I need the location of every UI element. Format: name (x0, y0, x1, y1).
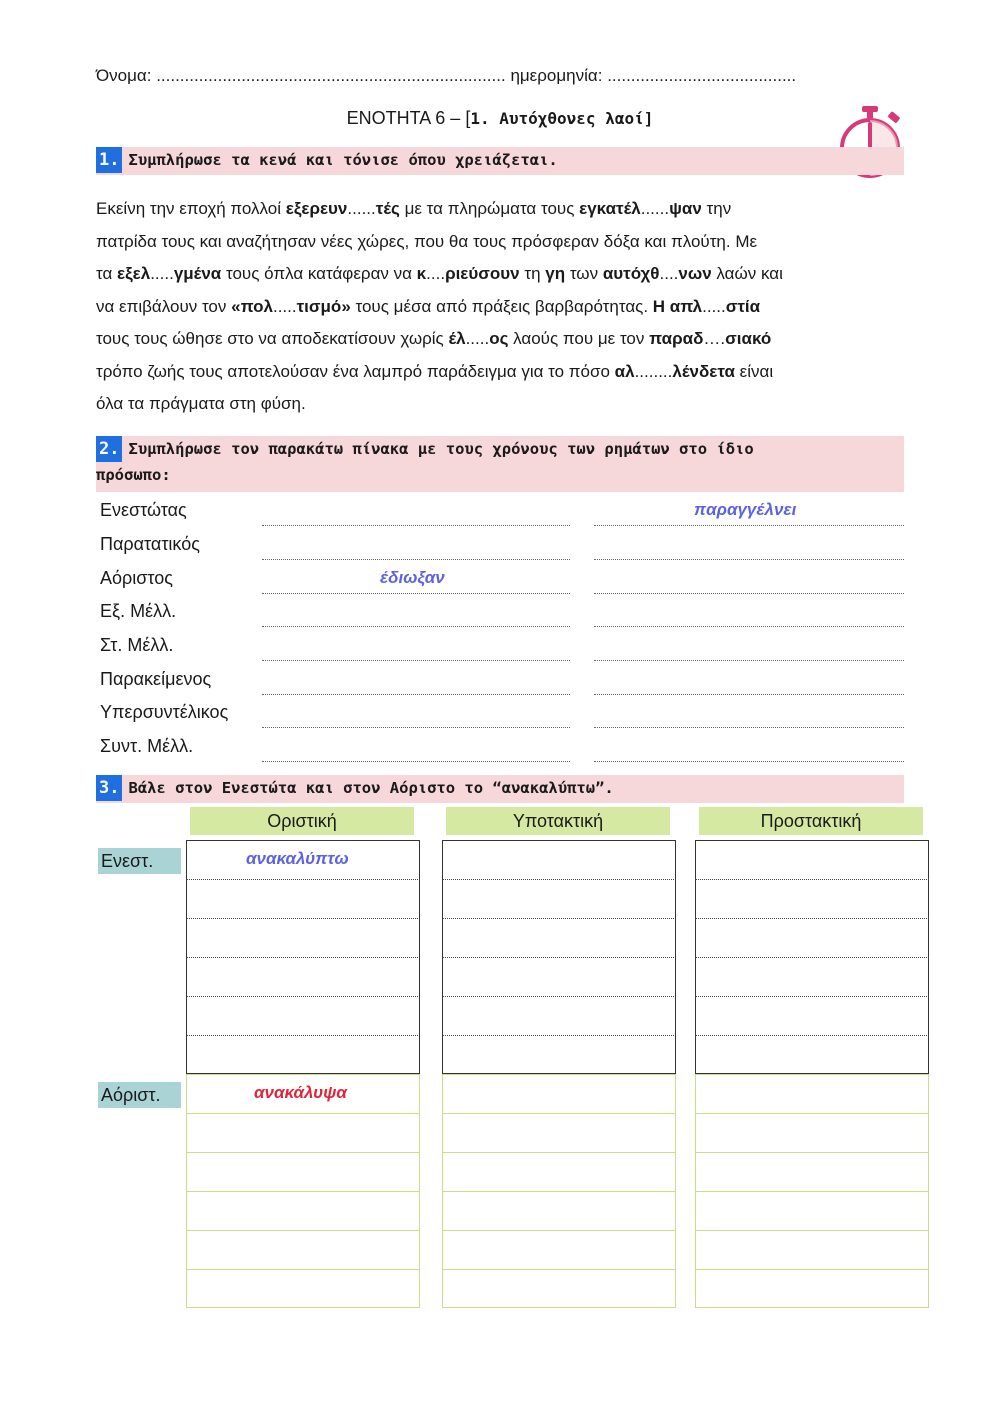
conjugation-answer-line[interactable] (442, 1152, 676, 1153)
conjugation-answer-line[interactable] (186, 1230, 420, 1231)
paragraph-text: την (701, 199, 732, 218)
answer-aorist: ανακάλυψα (254, 1083, 347, 1102)
paragraph-text: πατρίδα τους και αναζήτησαν νέες χώρες, που θα τους πρόσφεραν δόξα και πλούτη. Με (96, 231, 758, 251)
section3-bar (96, 775, 904, 803)
tense-answer-line[interactable] (594, 559, 904, 560)
paragraph-text: τρόπο ζωής τους αποτελούσαν ένα λαμπρό παράδειγμα για το πόσο (96, 361, 615, 381)
conjugation-answer-line[interactable] (695, 1035, 929, 1036)
conjugation-answer-line[interactable] (186, 1269, 420, 1270)
section1-bar (96, 147, 904, 175)
conjugation-answer-line[interactable] (442, 996, 676, 997)
fill-in-word[interactable]: έλ (448, 329, 466, 348)
tense-answer-line[interactable] (594, 525, 904, 526)
col-header-prostaktiki: Προστακτική (699, 807, 923, 835)
paragraph-text: ..... (150, 264, 174, 283)
section1-number: 1. (96, 147, 122, 173)
title-prefix: ΕΝΟΤΗΤΑ 6 – [ (346, 108, 471, 128)
paragraph-line (96, 193, 906, 226)
paragraph-text: ..... (272, 296, 297, 316)
fill-in-word[interactable]: ριεύσουν (445, 264, 520, 283)
paragraph-text: με τα πληρώματα τους (399, 199, 580, 218)
fill-in-word[interactable]: ψαν (669, 199, 702, 218)
paragraph-line (96, 226, 906, 259)
paragraph-text: τους μέσα από πράξεις βαρβαρότητας. (350, 296, 653, 316)
conjugation-answer-line[interactable] (442, 1113, 676, 1114)
section2-instruction-line1: Συμπλήρωσε τον παρακάτω πίνακα με τους χρόνους των ρημάτων στο ίδιο (128, 440, 754, 458)
fill-in-word[interactable]: τισμό» (296, 296, 351, 316)
conjugation-answer-line[interactable] (186, 918, 420, 919)
fill-in-word[interactable]: στία (725, 296, 761, 316)
fill-in-word[interactable]: αλ (614, 361, 635, 381)
paragraph-line (96, 388, 906, 421)
fill-in-word[interactable]: ος (489, 329, 509, 348)
tense-label: Παρακείμενος (100, 669, 212, 689)
section2-number: 2. (96, 436, 122, 462)
title-bold: 1. Αυτόχθονες λαοί] (470, 109, 654, 128)
tense-label: Υπερσυντέλικος (100, 702, 229, 722)
paragraph-text: τους τους ώθησε στο να αποδεκατίσουν χωρίς (96, 329, 449, 348)
fill-in-word[interactable]: εξερευν (285, 199, 348, 218)
paragraph-text: τους όπλα κατάφεραν να (221, 264, 417, 283)
col-header-ypotaktiki: Υποτακτική (446, 807, 670, 835)
tense-label: Εξ. Μέλλ. (100, 601, 177, 621)
tense-label: Συντ. Μέλλ. (100, 736, 194, 756)
conjugation-answer-line[interactable] (186, 1113, 420, 1114)
conjugation-answer-line[interactable] (695, 1269, 929, 1270)
section1-paragraph (96, 193, 906, 421)
fill-in-word[interactable]: τές (375, 199, 400, 218)
tense-label: Ενεστώτας (100, 500, 187, 520)
answer-present: ανακαλύπτω (246, 849, 349, 868)
section2-bar (96, 436, 904, 492)
fill-in-word[interactable]: αυτόχθ (602, 264, 660, 283)
conjugation-answer-line[interactable] (186, 957, 420, 958)
row-label-aorist: Αόριστ. (98, 1082, 181, 1108)
tense-answer-line[interactable] (262, 761, 570, 762)
paragraph-text: όλα τα πράγματα στη φύση. (96, 394, 306, 413)
paragraph-line (96, 323, 906, 356)
answer-paraggelnei: παραγγέλνει (694, 500, 797, 519)
header-name-date (96, 66, 796, 86)
conjugation-answer-line[interactable] (442, 918, 676, 919)
paragraph-text: .... (426, 264, 446, 283)
conjugation-answer-line[interactable] (442, 1035, 676, 1036)
tense-answer-line[interactable] (594, 694, 904, 695)
paragraph-text: …. (703, 329, 726, 348)
tense-label: Παρατατικός (100, 534, 200, 554)
tense-answer-line[interactable] (262, 525, 570, 526)
row-label-present: Ενεστ. (98, 848, 181, 874)
conjugation-answer-line[interactable] (695, 1152, 929, 1153)
conjugation-answer-line[interactable] (442, 1269, 676, 1270)
fill-in-word[interactable]: παραδ (649, 329, 704, 348)
tense-answer-line[interactable] (262, 660, 570, 661)
tense-label: Στ. Μέλλ. (100, 635, 174, 655)
paragraph-text: είναι (734, 361, 774, 381)
section3-instruction: Βάλε στον Ενεστώτα και στον Αόριστο το “ανακαλύπτω”. (128, 779, 614, 797)
section1-instruction: Συμπλήρωσε τα κενά και τόνισε όπου χρειάζεται. (128, 151, 558, 169)
tense-answer-line[interactable] (262, 593, 570, 594)
tense-answer-line[interactable] (262, 694, 570, 695)
conjugation-answer-line[interactable] (695, 1230, 929, 1231)
section3-number: 3. (96, 775, 122, 801)
conjugation-answer-line[interactable] (695, 1191, 929, 1192)
paragraph-text: λαούς που με τον (508, 329, 650, 348)
conjugation-answer-line[interactable] (695, 879, 929, 880)
conjugation-answer-line[interactable] (186, 1191, 420, 1192)
fill-in-word[interactable]: Η απλ (652, 296, 703, 316)
paragraph-text: των (565, 264, 603, 283)
paragraph-text: λαών και (711, 264, 783, 283)
conjugation-answer-line[interactable] (442, 1191, 676, 1192)
conjugation-answer-line[interactable] (695, 918, 929, 919)
tense-answer-line[interactable] (594, 593, 904, 594)
paragraph-line (96, 258, 906, 291)
tense-answer-line[interactable] (594, 626, 904, 627)
conjugation-answer-line[interactable] (186, 879, 420, 880)
section2-instruction-line2: πρόσωπο: (96, 466, 171, 484)
tense-answer-line[interactable] (594, 727, 904, 728)
answer-ediwxan: έδιωξαν (380, 568, 445, 587)
tense-answer-line[interactable] (262, 626, 570, 627)
fill-in-word[interactable]: εγκατέλ (579, 199, 641, 218)
paragraph-line (96, 356, 906, 389)
fill-in-word[interactable]: εξελ (117, 264, 151, 283)
fill-in-word[interactable]: σιακό (725, 329, 772, 348)
conjugation-answer-line[interactable] (442, 957, 676, 958)
tense-answer-line[interactable] (262, 727, 570, 728)
fill-in-word[interactable]: «πολ (231, 296, 273, 316)
paragraph-text: ...... (347, 199, 376, 218)
paragraph-text: ..... (702, 296, 726, 316)
conjugation-answer-line[interactable] (442, 879, 676, 880)
conjugation-answer-line[interactable] (695, 957, 929, 958)
tense-answer-line[interactable] (262, 559, 570, 560)
conjugation-answer-line[interactable] (695, 996, 929, 997)
fill-in-word[interactable]: γμένα (173, 264, 222, 283)
paragraph-text: να επιβάλουν τον (96, 296, 232, 316)
col-header-oristiki: Οριστική (190, 807, 414, 835)
paragraph-text: Εκείνη την εποχή πολλοί (96, 199, 286, 218)
date-field[interactable]: ημερομηνία: ........................................ (510, 66, 797, 85)
paragraph-text: ...... (640, 199, 670, 218)
name-field[interactable]: Όνομα: .......................................................................... (96, 66, 506, 85)
conjugation-answer-line[interactable] (442, 1230, 676, 1231)
paragraph-text: ........ (634, 361, 673, 381)
fill-in-word[interactable]: νων (678, 264, 712, 283)
tense-label: Αόριστος (100, 568, 173, 588)
tense-answer-line[interactable] (594, 660, 904, 661)
conjugation-answer-line[interactable] (695, 1113, 929, 1114)
tense-answer-line[interactable] (594, 761, 904, 762)
fill-in-word[interactable]: κ (416, 264, 427, 283)
paragraph-text: τα (96, 264, 118, 283)
fill-in-word[interactable]: λένδετα (672, 361, 735, 381)
conjugation-answer-line[interactable] (186, 996, 420, 997)
fill-in-word[interactable]: γη (545, 264, 566, 283)
paragraph-text: ..... (465, 329, 490, 348)
paragraph-text: .... (659, 264, 679, 283)
paragraph-text: τη (519, 264, 546, 283)
conjugation-answer-line[interactable] (186, 1152, 420, 1153)
paragraph-line (96, 291, 906, 324)
conjugation-answer-line[interactable] (186, 1035, 420, 1036)
